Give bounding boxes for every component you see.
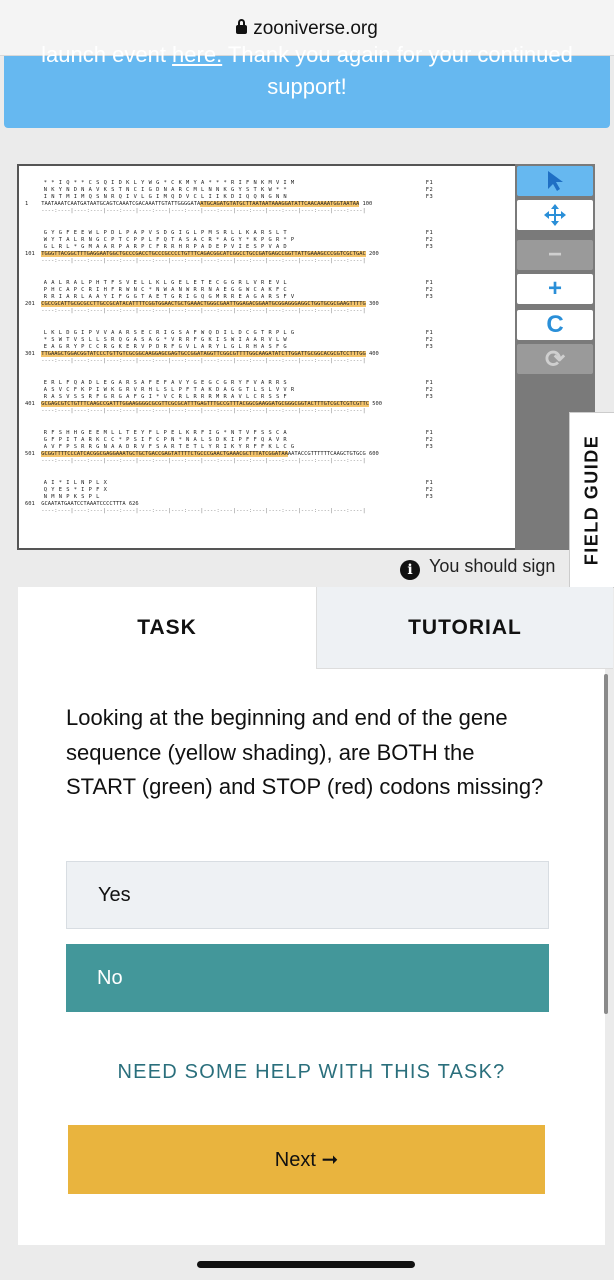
dna-line: 401 GCGAGCGTCTGTTTCAAGCCGATTTGGAAGGGGCGCGTTCGCGCATTTGAGTTTGCCGTTTACGGCGAAGGATGCGGGCGGTACTTTGTCGCTCGTCGTTC 500 [25, 401, 383, 407]
move-arrows-icon [543, 203, 567, 227]
translation-frame-2: * S W T V S L L S R Q G A S A G * V R R F G K I S W I A A R V L W F2 [25, 337, 434, 343]
dna-line: 1 TAATAAATCAATGATAATGCAGTCAAATCGACAAATTGTATTGGGGATAATGCAGATGTATGCTTAATAATAAAGGATATTCAACAAAATGGTAATAA 100 [25, 201, 373, 207]
lock-icon [236, 25, 247, 34]
translation-frame-3: I N T M I M Q S N R Q I V L G I M Q D V C L I I K D I Q Q N G N N F3 [25, 194, 434, 200]
translation-frame-3: R R I A R L A A Y I F G G T A E T G R I G Q G M R R E A G A R S F V F3 [25, 294, 434, 300]
answer-no[interactable]: No [66, 944, 549, 1012]
task-panel [18, 587, 605, 1245]
reset-icon: ⟳ [544, 345, 566, 373]
zoom-out-button[interactable]: − [517, 240, 593, 270]
ruler-line: ----:----|----:----|----:----|----:----|----:----|----:----|----:----|----:----|----:----|----:----| [25, 308, 366, 314]
gene-highlight: CGCCGCATTGCGCGCCTTGCCGCATACATTTTCGGTGGAACTGCTGAAACTGGGCGAATTGGAGACGGAATGCGGAGGGAGGCTGGTGCGCGAAGTTTTG [41, 301, 366, 307]
translation-frame-2: A S V C F K P I W K G R V R H L S L P F T A K D A G G T L S L V V R F2 [25, 387, 434, 393]
ruler-line: ----:----|----:----|----:----|----:----|----:----|----:----|----:----|----:----|----:----|----:----| [25, 358, 366, 364]
gene-highlight: TTGAAGCTGGACGGTATCCCTGTTGTCGCGGCAAGGAGCGAGTGCCGGATAGGTTCGGCGTTTTGGCAAGATATCTTGGATTGCGGCACGCGTCCTTTGG [41, 351, 366, 357]
sequence-block [25, 430, 509, 465]
zoom-in-button[interactable]: + [517, 274, 593, 304]
dna-line: 101 TGGGTTACGGCTTTGAGGAATGGCTGCCCGACCTGCCCGCCCCTGTTTCAGACGGCATCGGCCTGCCGATGAGCCGGTTATTGAAAGCCCGGTCGCTGAC 200 [25, 251, 379, 257]
sequence-block [25, 330, 509, 365]
tab-tutorial[interactable]: TUTORIAL [316, 587, 613, 669]
subject-image-viewer[interactable] [17, 164, 517, 550]
translation-frame-2: G F P I T A R K C C * P S I F C P N * N A L S D K I P F F Q A V R F2 [25, 437, 434, 443]
translation-frame-1: L K L D G I P V V A A R S E C R I G S A F W Q D I L D C G T R P L G F1 [25, 330, 434, 336]
sequence-block [25, 180, 509, 215]
ruler-line: ----:----|----:----|----:----|----:----|----:----|----:----|----:----|----:----|----:----|----:----| [25, 458, 366, 464]
ruler-line: ----:----|----:----|----:----|----:----|----:----|----:----|----:----|----:----|----:----|----:----| [25, 408, 366, 414]
sequence-block [25, 380, 509, 415]
help-link[interactable]: NEED SOME HELP WITH THIS TASK? [117, 1061, 506, 1083]
sequence-block [25, 280, 509, 315]
gene-sequence [25, 180, 509, 530]
url-text: zooniverse.org [253, 18, 378, 39]
dna-line: 301 TTGAAGCTGGACGGTATCCCTGTTGTCGCGGCAAGGAGCGAGTGCCGGATAGGTTCGGCGTTTTGGCAAGATATCTTGGATTGCGGCACGCGTCCTTTGG 400 [25, 351, 379, 357]
rotate-icon: C [546, 311, 564, 338]
dna-line: 501 GCGGTTTTCCCATCACGGCGAGGAAATGCTGCTGACCGAGTATTTTCTGCCCGAACTGAAACGCTTTATCGGATAAAATACCGTTTTTTCAAGCTGTGCG 600 [25, 451, 379, 457]
translation-frame-2: Q Y E S * I P F X F2 [25, 487, 434, 493]
ruler-line: ----:----|----:----|----:----|----:----|----:----|----:----|----:----|----:----|----:----|----:----| [25, 508, 366, 514]
translation-frame-1: A A L R A L P H T F S V E L L K L G E L E T E C G G R L V R E V L F1 [25, 280, 434, 286]
gene-highlight: GCGGTTTTCCCATCACGGCGAGGAAATGCTGCTGACCGAGTATTTTCTGCCCGAACTGAAACGCTTTATCGGATAA [41, 451, 288, 457]
status-bar-fragment [0, 0, 614, 4]
translation-frame-3: N M N P K S P L F3 [25, 494, 434, 500]
translation-frame-2: P H C A P C R I H F R W N C * N W A N W R R N A E G G W C A K F C F2 [25, 287, 434, 293]
home-indicator [197, 1261, 415, 1268]
translation-frame-2: N K Y N D N A V K S T N C I G D N A R C M L N N K G Y S T K W * * F2 [25, 187, 434, 193]
reset-button[interactable] [517, 344, 593, 374]
answer-yes[interactable]: Yes [66, 861, 549, 929]
ruler-line: ----:----|----:----|----:----|----:----|----:----|----:----|----:----|----:----|----:----|----:----| [25, 208, 366, 214]
move-button[interactable] [517, 200, 593, 230]
gene-highlight: TGGGTTACGGCTTTGAGGAATGGCTGCCCGACCTGCCCGCCCCTGTTTCAGACGGCATCGGCCTGCCGATGAGCCGGTTATTGAAAGCCCGGTCGCTGAC [41, 251, 366, 257]
banner-link[interactable]: here. [172, 42, 223, 67]
translation-frame-1: R F S H H G E E M L L T E Y F L P E L K R F I G * N T V F S S C A F1 [25, 430, 434, 436]
next-button[interactable]: Next ➞ [68, 1125, 545, 1194]
info-icon: i [400, 560, 420, 580]
dna-line: 601 GCAATATGAATCCTAAATCCCCTTTA 626 [25, 501, 139, 507]
banner-text: support! [267, 74, 347, 99]
banner-cut-line: launch event here. Thank you again for your continued [41, 42, 573, 67]
translation-frame-3: E A G R Y P C C R G K E R V P D R F G V L A R Y L G L R H A S F G F3 [25, 344, 434, 350]
url-display[interactable] [0, 18, 614, 40]
sequence-block [25, 480, 509, 515]
gene-highlight: ATGCAGATGTATGCTTAATAATAAAGGATATTCAACAAAATGGTAATAA [200, 201, 360, 207]
rotate-button[interactable] [517, 310, 593, 340]
sign-in-note: i You should sign [400, 556, 555, 580]
translation-frame-1: E R L F Q A D L E G A R S A F E F A V Y G E G C G R Y F V A R R S F1 [25, 380, 434, 386]
translation-frame-3: A V F P S R R G N A A D R V F S A R T E T L Y R I K Y R F F K L C G F3 [25, 444, 434, 450]
translation-frame-1: A I * I L N P L X F1 [25, 480, 434, 486]
translation-frame-1: G Y G F E E W L P D L P A P V S D G I G L P M S R L L K A R S L T F1 [25, 230, 434, 236]
sequence-block [25, 230, 509, 265]
scrollbar[interactable] [604, 674, 608, 1014]
translation-frame-3: G L R L * G M A A R P A R P C F R R H R P A D E P V I E S P V A D F3 [25, 244, 434, 250]
dna-line: 201 CGCCGCATTGCGCGCCTTGCCGCATACATTTTCGGTGGAACTGCTGAAACTGGGCGAATTGGAGACGGAATGCGGAGGGAGGCTGGTGCGCGAAGTTTTG 300 [25, 301, 379, 307]
translation-frame-1: * * I Q * * C S Q I D K L Y W G * C K M Y A * * * R I F N K M V I M F1 [25, 180, 434, 186]
tab-task[interactable]: TASK [18, 587, 316, 669]
announcement-banner [4, 42, 610, 128]
field-guide-tab[interactable]: FIELD GUIDE [569, 412, 614, 588]
gene-highlight: GCGAGCGTCTGTTTCAAGCCGATTTGGAAGGGGCGCGTTCGCGCATTTGAGTTTGCCGTTTACGGCGAAGGATGCGGGCGGTACTTTGTCGCTCGTCGTTC [41, 401, 370, 407]
translation-frame-3: R A S V S S R F G R G A F G I * V C R L R R R M R A V L C R S S F F3 [25, 394, 434, 400]
pan-button[interactable] [517, 166, 593, 196]
task-question: Looking at the beginning and end of the gene sequence (yellow shading), are BOTH the START (green) and STOP (red) codons missing? [66, 705, 544, 799]
cursor-arrow-icon [546, 170, 564, 192]
translation-frame-2: W Y T A L R N G C P T C P P L F Q T A S A C R * A G Y * K P G R * P F2 [25, 237, 434, 243]
ruler-line: ----:----|----:----|----:----|----:----|----:----|----:----|----:----|----:----|----:----|----:----| [25, 258, 366, 264]
